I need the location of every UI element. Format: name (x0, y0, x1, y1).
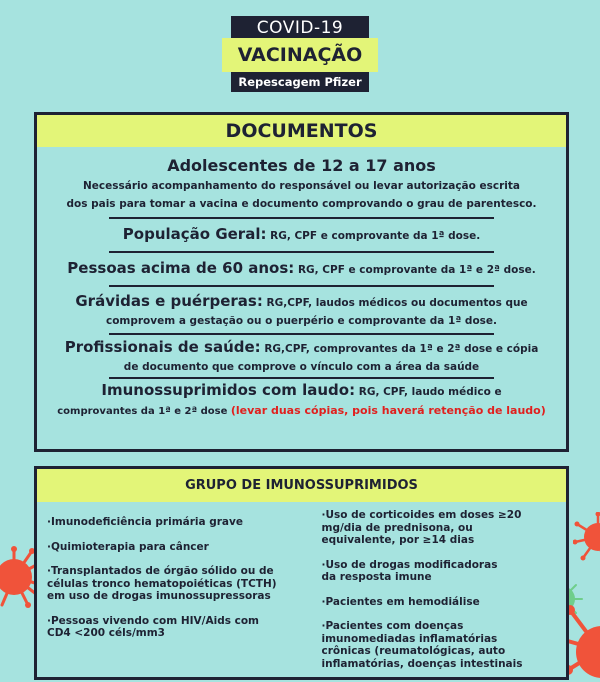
gravidas-line2: comprovem a gestação ou o puerpério e comprovante da 1ª dose. (37, 313, 566, 329)
section-idosos (37, 258, 566, 280)
documentos-box (34, 112, 569, 452)
divider (109, 285, 494, 287)
imuno-warning: (levar duas cópias, pois haverá retenção de laudo) (231, 404, 546, 417)
divider (109, 333, 494, 335)
divider (109, 377, 494, 379)
imuno-line2: comprovantes da 1ª e 2ª dose (57, 406, 231, 417)
populacao-text: RG, CPF e comprovante da 1ª dose. (266, 230, 480, 242)
divider (109, 251, 494, 253)
gravidas-label: Grávidas e puérperas: (75, 292, 263, 310)
adolescentes-line2: dos pais para tomar a vacina e documento comprovando o grau de parentesco. (37, 196, 566, 213)
grupo-col-left (37, 505, 292, 682)
section-adolescentes (37, 156, 566, 213)
imuno-text: RG, CPF, laudo médico e (355, 386, 501, 398)
adolescentes-title: Adolescentes de 12 a 17 anos (37, 156, 566, 176)
covid-title: COVID-19 (231, 16, 369, 40)
section-profissionais (37, 337, 566, 375)
adolescentes-line1: Necessário acompanhamento do responsável ou levar autorização escrita (37, 177, 566, 196)
grupo-title: GRUPO DE IMUNOSSUPRIMIDOS (37, 469, 566, 502)
divider (109, 217, 494, 219)
list-item: ·Uso de corticoides em doses ≥20 mg/dia de prednisona, ou equivalente, por ≥14 dias (322, 509, 547, 547)
grupo-columns (37, 505, 566, 682)
documentos-title: DOCUMENTOS (37, 115, 566, 147)
vacinacao-title: VACINAÇÃO (222, 38, 378, 72)
list-item: ·Pacientes com doenças imunomediadas inflamatórias crônicas (reumatológicas, auto inflamatórias, doenças intestinais (322, 620, 537, 670)
imuno-label: Imunossuprimidos com laudo: (101, 381, 355, 399)
grupo-box (34, 466, 569, 680)
section-gravidas (37, 291, 566, 329)
list-item: ·Uso de drogas modificadoras da resposta imune (322, 559, 512, 584)
profissionais-text: RG,CPF, comprovantes da 1ª e 2ª dose e cópia (261, 343, 539, 355)
profissionais-label: Profissionais de saúde: (65, 338, 261, 356)
section-populacao (37, 224, 566, 246)
subtitle: Repescagem Pfizer (231, 72, 369, 92)
list-item: ·Pessoas vivendo com HIV/Aids com CD4 <200 céls/mm3 (47, 615, 267, 640)
section-imunossuprimidos (37, 380, 566, 420)
idosos-label: Pessoas acima de 60 anos: (67, 259, 294, 277)
idosos-text: RG, CPF e comprovante da 1ª e 2ª dose. (294, 264, 535, 276)
list-item: ·Quimioterapia para câncer (47, 541, 292, 554)
grupo-col-right (292, 505, 567, 682)
profissionais-line2: de documento que comprove o vínculo com a área da saúde (37, 359, 566, 375)
list-item: ·Transplantados de órgão sólido ou de células tronco hematopoiéticas (TCTH) em uso de drogas imunossupressoras (47, 565, 282, 603)
list-item: ·Pacientes em hemodiálise (322, 596, 567, 609)
virus-red-right-icon (573, 512, 600, 562)
gravidas-text: RG,CPF, laudos médicos ou documentos que (263, 297, 528, 309)
populacao-label: População Geral: (123, 225, 267, 243)
list-item: ·Imunodeficiência primária grave (47, 516, 292, 529)
